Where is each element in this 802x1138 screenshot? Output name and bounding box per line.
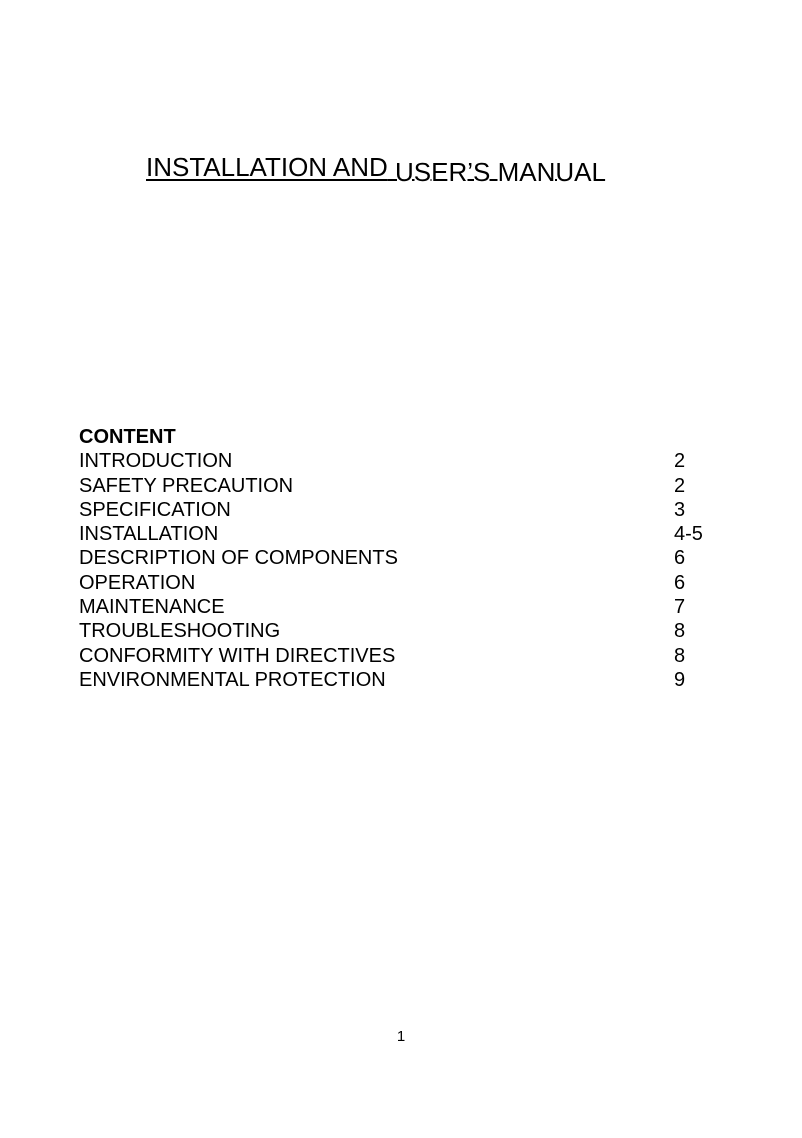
toc-entry-page: 2 xyxy=(674,474,686,497)
toc-entry-introduction xyxy=(79,449,719,473)
toc-heading: CONTENT xyxy=(79,426,176,448)
title-part-1: INSTALLATION AND xyxy=(146,152,388,182)
title-part-2: USER’S MANUAL xyxy=(395,157,606,187)
toc-entry-label: INTRODUCTION xyxy=(79,450,233,473)
toc-entry-label: OPERATION xyxy=(79,571,196,594)
toc-entry-troubleshooting xyxy=(79,619,719,643)
toc-entry-description-of-components xyxy=(79,546,719,570)
toc-entry-label: ENVIRONMENTAL PROTECTION xyxy=(79,668,386,691)
toc-entry-label: MAINTENANCE xyxy=(79,596,225,619)
toc-entry-page: 4-5 xyxy=(674,523,703,546)
toc-entry-installation xyxy=(79,522,719,546)
toc-entry-label: CONFORMITY WITH DIRECTIVES xyxy=(79,644,396,667)
toc-entry-label: DESCRIPTION OF COMPONENTS xyxy=(79,547,398,570)
toc-entry-specification xyxy=(79,498,719,522)
toc-entry-label: SPECIFICATION xyxy=(79,498,231,521)
page-number: 1 xyxy=(396,1028,406,1045)
toc-entry-page: 7 xyxy=(674,596,686,619)
toc-entry-label: SAFETY PRECAUTION xyxy=(79,474,294,497)
toc-entry-page: 8 xyxy=(674,620,686,643)
table-of-contents xyxy=(79,425,719,692)
toc-entry-page: 9 xyxy=(674,668,686,691)
toc-entry-conformity-with-directives xyxy=(79,644,719,668)
toc-entry-label: TROUBLESHOOTING xyxy=(79,620,281,643)
document-title xyxy=(146,150,606,187)
toc-entry-page: 6 xyxy=(674,571,686,594)
toc-list xyxy=(79,449,719,692)
toc-entry-environmental-protection xyxy=(79,668,719,692)
toc-entry-page: 2 xyxy=(674,450,686,473)
toc-entry-operation xyxy=(79,571,719,595)
toc-entry-safety-precaution xyxy=(79,474,719,498)
toc-entry-page: 3 xyxy=(674,498,686,521)
toc-entry-page: 8 xyxy=(674,644,686,667)
toc-entry-maintenance xyxy=(79,595,719,619)
toc-entry-page: 6 xyxy=(674,547,686,570)
toc-entry-label: INSTALLATION xyxy=(79,523,219,546)
